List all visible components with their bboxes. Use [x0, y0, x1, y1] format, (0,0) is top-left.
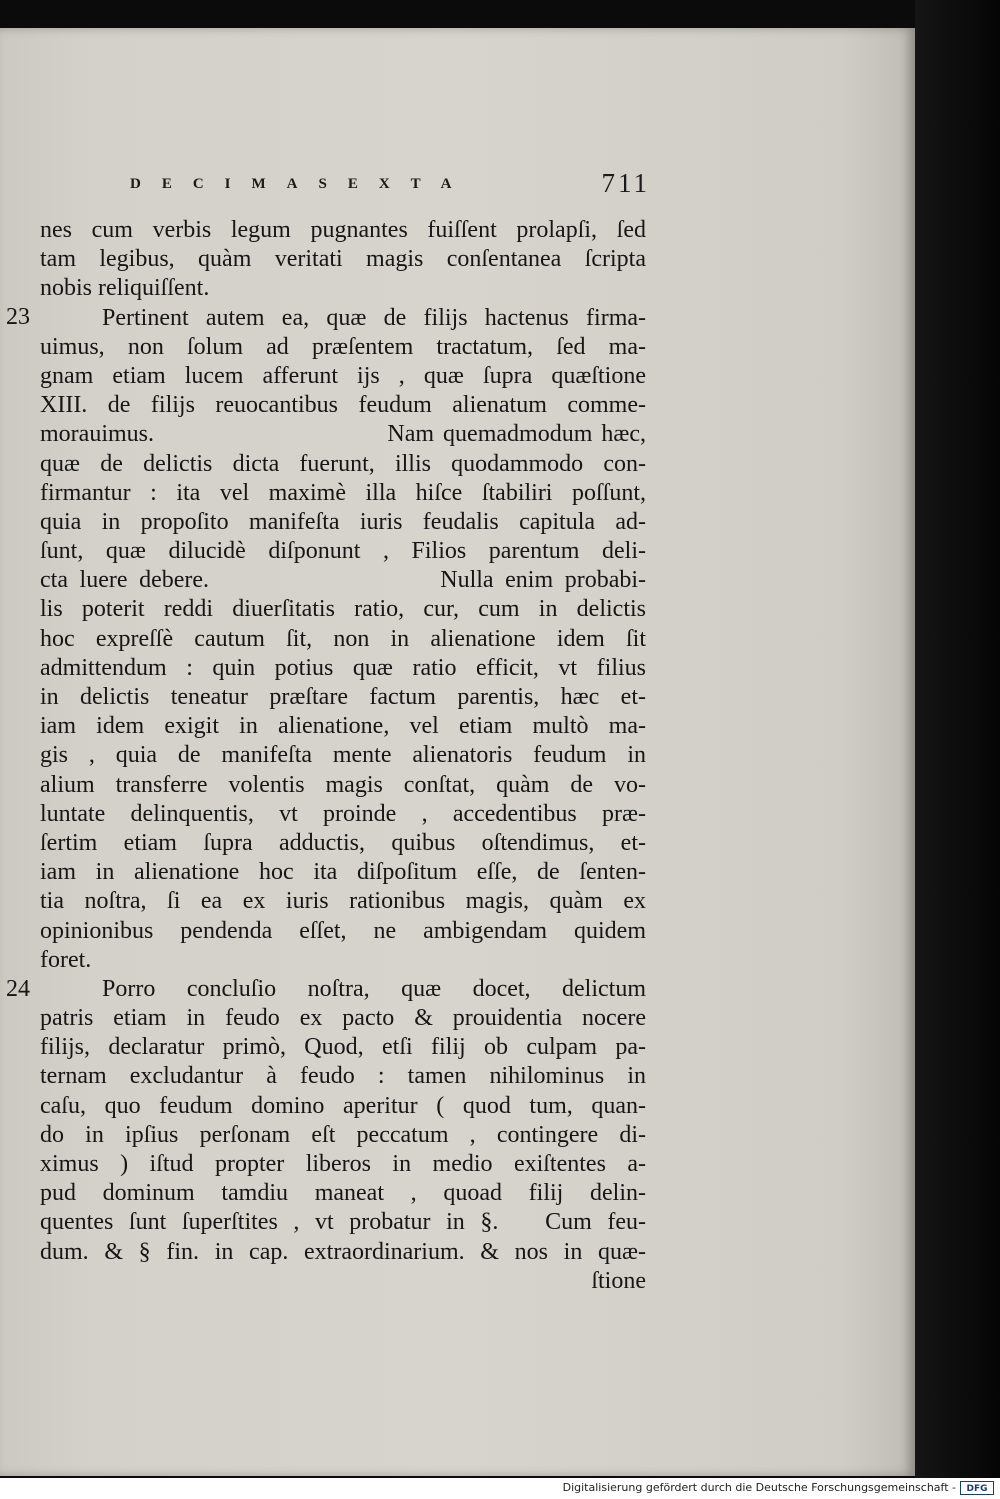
text-line: filijs, declaratur primò, Quod, etſi filij ob culpam pa-: [40, 1034, 646, 1061]
text-line: XIII. de filijs reuocantibus feudum alienatum comme-: [40, 392, 646, 419]
text-line: iam in alienatione hoc ita diſpoſitum eſſe, de ſenten-: [40, 859, 646, 886]
text-line: nes cum verbis legum pugnantes fuiſſent prolapſi, ſed: [40, 217, 646, 243]
text-line: ſertim etiam ſupra adductis, quibus oſtendimus, et-: [40, 829, 646, 856]
text-line: tam legibus, quàm veritati magis conſentanea ſcripta: [40, 246, 646, 273]
text-line: ximus ) iſtud propter liberos in medio exiſtentes a-: [40, 1151, 646, 1177]
margin-number-23: 23: [6, 304, 30, 330]
text-line: luntate delinquentis, vt proinde , accedentibus præ-: [40, 800, 646, 827]
text-line: lis poterit reddi diuerſitatis ratio, cur, cum in delictis: [40, 596, 646, 623]
book-page: [0, 28, 915, 1476]
text-line: ternam excludantur à feudo : tamen nihilominus in: [40, 1063, 646, 1090]
text-line: hoc expreſſè cautum ſit, non in alienatione idem ſit: [40, 625, 646, 652]
text-line: alium transferre volentis magis conſtat, quàm de vo-: [40, 771, 646, 798]
text-line: admittendum : quin potius quæ ratio efficit, vt filius: [40, 654, 646, 681]
text-line: firmantur : ita vel maximè illa hiſce ſtabiliri poſſunt,: [40, 479, 646, 506]
dfg-logo: DFG: [960, 1481, 994, 1495]
text-line: iam idem exigit in alienatione, vel etiam multò ma-: [40, 713, 646, 740]
body-text: [6, 216, 646, 1296]
text-line: uimus, non ſolum ad præſentem tractatum, ſed ma-: [40, 333, 646, 360]
text-line: gnam etiam lucem afferunt ijs , quæ ſupra quæſtione: [40, 362, 646, 389]
text-line: in delictis teneatur præſtare factum parentis, hæc et-: [40, 684, 646, 710]
text-line: gis , quia de manifeſta mente alienatoris feudum in: [40, 742, 646, 769]
text-line: tia noſtra, ſi ea ex iuris rationibus magis, quàm ex: [40, 888, 646, 915]
text-line: caſu, quo feudum domino aperitur ( quod tum, quan-: [40, 1092, 646, 1119]
funding-credit: Digitalisierung gefördert durch die Deutsche Forschungsgemeinschaft -: [562, 1481, 956, 1494]
text-line: dum. & § fin. in cap. extraordinarium. & nos in quæ-: [40, 1238, 646, 1265]
text-line: foret.: [40, 946, 92, 973]
text-line: Porro concluſio noſtra, quæ docet, delictum: [102, 975, 646, 1002]
catchword: ſtione: [591, 1267, 646, 1294]
text-line: ſunt, quæ dilucidè diſponunt , Filios parentum deli-: [40, 538, 646, 565]
page-number: 711: [601, 168, 650, 198]
text-line: cta luere debere. Nulla enim probabi-: [40, 567, 646, 594]
margin-number-24: 24: [6, 976, 30, 1002]
running-title: DECIMASEXTA: [130, 176, 473, 192]
scan-background-edge: [915, 0, 1000, 1478]
text-line: do in ipſius perſonam eſt peccatum , contingere di-: [40, 1121, 646, 1148]
text-line: quentes ſunt ſuperſtites , vt probatur in §. Cum feu-: [40, 1209, 646, 1236]
text-line: quia in propoſito manifeſta iuris feudalis capitula ad-: [40, 508, 646, 535]
text-line: quæ de delictis dicta fuerunt, illis quodammodo con-: [40, 450, 646, 477]
text-line: morauimus. Nam quemadmodum hæc,: [40, 421, 646, 448]
text-line: pud dominum tamdiu maneat , quoad filij delin-: [40, 1180, 646, 1207]
text-line: patris etiam in feudo ex pacto & prouidentia nocere: [40, 1005, 646, 1032]
text-line: nobis reliquiſſent.: [40, 275, 210, 302]
digitization-footer: [0, 1478, 1000, 1499]
text-line: Pertinent autem ea, quæ de filijs hactenus firma-: [102, 304, 646, 331]
text-line: opinionibus pendenda eſſet, ne ambigendam quidem: [40, 917, 646, 944]
